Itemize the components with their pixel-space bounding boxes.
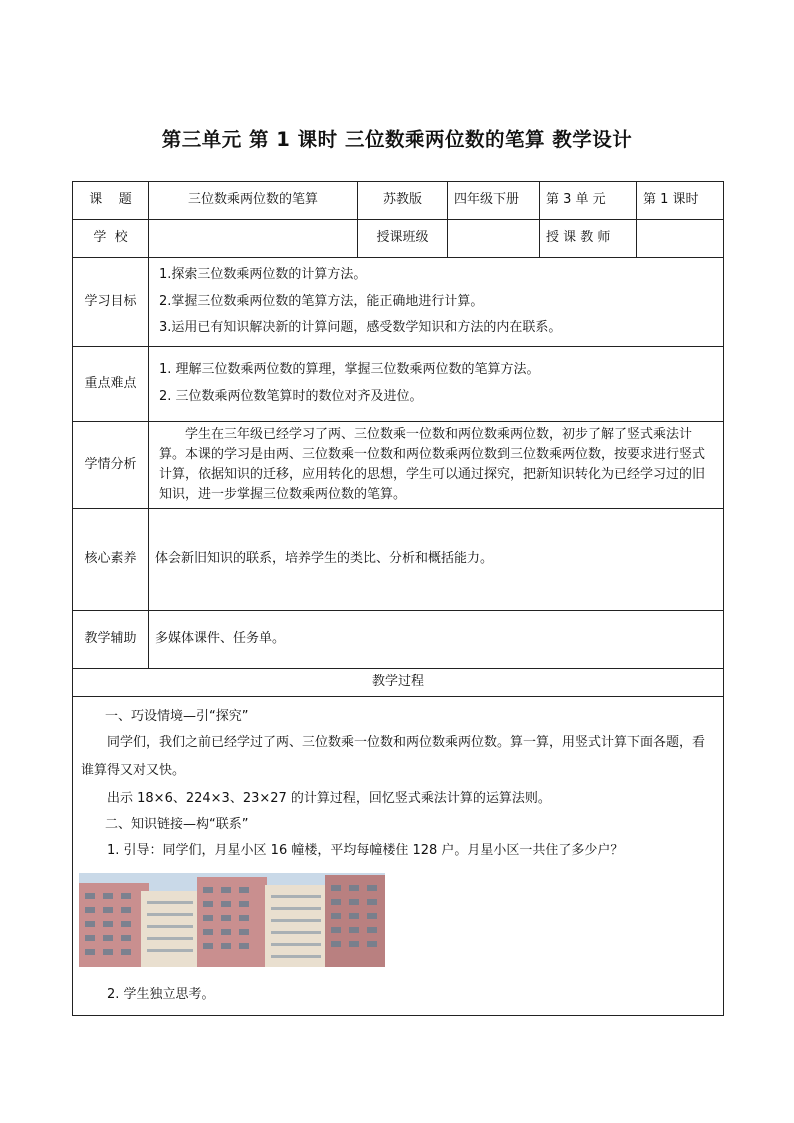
- school-label: 学 校: [73, 220, 149, 258]
- analysis-label: 学情分析: [73, 422, 149, 509]
- process-paragraph: 出示 18×6、224×3、23×27 的计算过程，回忆竖式乘法计算的运算法则。: [107, 791, 551, 806]
- goals-label: 学习目标: [73, 258, 149, 347]
- aids-row: [73, 611, 724, 669]
- goal-item: 3.运用已有知识解决新的计算问题，感受数学知识和方法的内在联系。: [159, 320, 562, 336]
- class-value: [448, 220, 540, 258]
- edition-value: 苏教版: [358, 182, 448, 220]
- analysis-row: [73, 422, 724, 509]
- process-row: [73, 697, 724, 1016]
- section-heading: 一、巧设情境—引“探究”: [105, 709, 249, 724]
- topic-value: 三位数乘两位数的笔算: [149, 182, 358, 220]
- literacy-row: [73, 509, 724, 611]
- process-header: 教学过程: [73, 669, 724, 697]
- lesson-value: 第 1 课时: [637, 182, 724, 220]
- process-paragraph: 1. 引导：同学们，月星小区 16 幢楼，平均每幢楼住 128 户。月星小区一共住了多少户？: [107, 843, 624, 858]
- keypoints-content: [149, 347, 724, 422]
- goal-item: 2.掌握三位数乘两位数的笔算方法，能正确地进行计算。: [159, 293, 484, 309]
- lesson-plan-table: [72, 181, 724, 1016]
- literacy-label: 核心素养: [73, 509, 149, 611]
- analysis-content: [149, 422, 724, 509]
- aids-label: 教学辅助: [73, 611, 149, 669]
- topic-label: 课 题: [73, 182, 149, 220]
- process-paragraph: 同学们，我们之前已经学过了两、三位数乘一位数和两位数乘两位数。算一算，用竖式计算下面各题，看谁算得又对又快。: [81, 735, 706, 778]
- keypoint-item: 1. 理解三位数乘两位数的算理，掌握三位数乘两位数的笔算方法。: [159, 362, 540, 378]
- class-label: 授课班级: [358, 220, 448, 258]
- info-row-topic: [73, 182, 724, 220]
- apartment-buildings-photo: [79, 873, 385, 967]
- process-content: [73, 697, 724, 1016]
- unit-value: 第 3 单 元: [540, 182, 637, 220]
- analysis-text: 学生在三年级已经学习了两、三位数乘一位数和两位数乘两位数，初步了解了竖式乘法计算。本课的学习是由两、三位数乘一位数和两位数乘两位数到三位数乘两位数，按要求进行竖式计算，依据知识的迁移，应用转化的思想，学生可以通过探究，把新知识转化为已经学习过的旧知识，进一步掌握三位数乘两位数的笔算。: [159, 427, 706, 502]
- literacy-text: 体会新旧知识的联系，培养学生的类比、分析和概括能力。: [149, 509, 724, 611]
- teacher-value: [637, 220, 724, 258]
- section-heading: 二、知识链接—构“联系”: [105, 817, 249, 832]
- process-paragraph: 2. 学生独立思考。: [107, 986, 215, 1002]
- school-value: [149, 220, 358, 258]
- page-title: 第三单元 第 1 课时 三位数乘两位数的笔算 教学设计: [161, 128, 633, 151]
- goals-row: [73, 258, 724, 347]
- process-header-row: [73, 669, 724, 697]
- goals-content: [149, 258, 724, 347]
- info-row-school: [73, 220, 724, 258]
- keypoint-item: 2. 三位数乘两位数笔算时的数位对齐及进位。: [159, 389, 423, 404]
- teacher-label: 授 课 教 师: [540, 220, 637, 258]
- keypoints-row: [73, 347, 724, 422]
- keypoints-label: 重点难点: [73, 347, 149, 422]
- goal-item: 1.探索三位数乘两位数的计算方法。: [159, 266, 367, 282]
- aids-text: 多媒体课件、任务单。: [149, 611, 724, 669]
- grade-value: 四年级下册: [448, 182, 540, 220]
